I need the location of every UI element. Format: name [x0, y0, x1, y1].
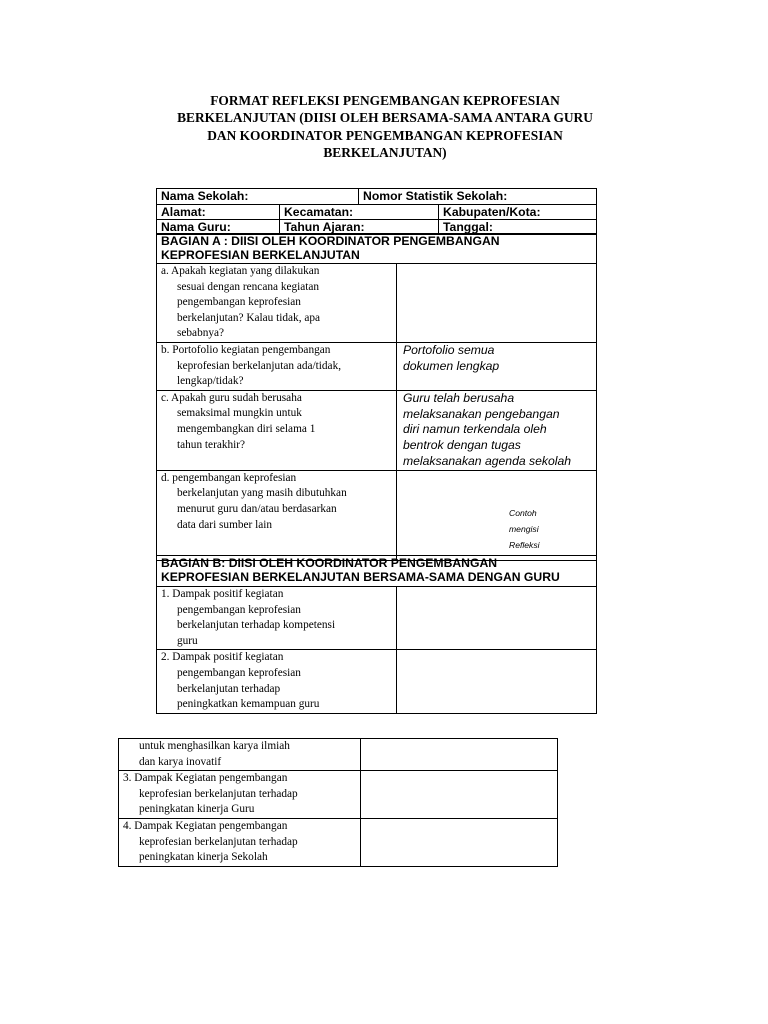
- question-text: menurut guru dan/atau berdasarkan: [177, 502, 337, 515]
- question-text: keprofesian berkelanjutan ada/tidak,: [177, 359, 342, 372]
- title-line: DAN KOORDINATOR PENGEMBANGAN KEPROFESIAN: [207, 127, 563, 143]
- section-heading: KEPROFESIAN BERKELANJUTAN BERSAMA-SAMA DENGAN GURU: [161, 570, 560, 584]
- tanggal-field[interactable]: Tanggal:: [439, 220, 597, 235]
- kabupaten-field[interactable]: Kabupaten/Kota:: [439, 205, 597, 220]
- question-text: guru: [177, 634, 198, 647]
- question-text: pengembangan keprofesian: [177, 603, 301, 616]
- answer-c[interactable]: [397, 390, 597, 470]
- answer-text: dokumen lengkap: [403, 358, 500, 373]
- sample-note: [509, 505, 540, 553]
- sample-note-line: Refleksi: [509, 540, 540, 550]
- identity-table: [156, 188, 597, 235]
- bagian-b-table: [156, 555, 597, 714]
- question-text: berkelanjutan terhadap: [177, 682, 281, 695]
- question-b: [157, 343, 397, 391]
- question-1: [157, 587, 397, 650]
- question-text: berkelanjutan terhadap kompetensi: [177, 619, 336, 632]
- answer-1[interactable]: [397, 587, 597, 650]
- question-text: c. Apakah guru sudah berusaha: [161, 391, 302, 404]
- question-text: peningkatan kinerja Sekolah: [139, 851, 268, 864]
- document-title: [150, 92, 620, 161]
- question-text: data dari sumber lain: [177, 518, 273, 531]
- question-text: d. pengembangan keprofesian: [161, 471, 297, 484]
- question-text: a. Apakah kegiatan yang dilakukan: [161, 265, 320, 277]
- question-c: [157, 390, 397, 470]
- bagian-a-header: [157, 234, 597, 264]
- answer-3[interactable]: [361, 771, 558, 819]
- continuation-table: [118, 738, 558, 867]
- question-text: mengembangkan diri selama 1: [177, 422, 316, 435]
- question-text: sebabnya?: [177, 327, 225, 340]
- question-d: [157, 470, 397, 560]
- sample-note-line: Contoh: [509, 508, 537, 518]
- question-3: [119, 771, 361, 819]
- question-text: peningkatan kinerja Guru: [139, 803, 255, 816]
- question-text: b. Portofolio kegiatan pengembangan: [161, 344, 331, 356]
- nama-guru-field[interactable]: Nama Guru:: [157, 220, 280, 235]
- question-text: 3. Dampak Kegiatan pengembangan: [123, 772, 288, 785]
- section-heading: KEPROFESIAN BERKELANJUTAN: [161, 248, 360, 262]
- question-text: semaksimal mungkin untuk: [177, 407, 302, 420]
- question-text: 4. Dampak Kegiatan pengembangan: [123, 819, 288, 832]
- nama-sekolah-field[interactable]: Nama Sekolah:: [157, 189, 359, 205]
- question-text: tahun terakhir?: [177, 438, 246, 451]
- section-heading: BAGIAN B: DIISI OLEH KOORDINATOR PENGEMBANGAN: [161, 556, 498, 570]
- section-heading: BAGIAN A : DIISI OLEH KOORDINATOR PENGEMBANGAN: [161, 234, 500, 248]
- question-2: [157, 650, 397, 713]
- question-text: 2. Dampak positif kegiatan: [161, 651, 284, 664]
- nomor-statistik-field[interactable]: Nomor Statistik Sekolah:: [359, 189, 597, 205]
- title-line: FORMAT REFLEKSI PENGEMBANGAN KEPROFESIAN: [210, 93, 560, 108]
- answer-text: bentrok dengan tugas: [403, 438, 521, 453]
- question-text: sesuai dengan rencana kegiatan: [177, 280, 320, 293]
- answer-text: melaksanakan agenda sekolah: [403, 453, 572, 468]
- question-text: lengkap/tidak?: [177, 375, 244, 388]
- answer-text: melaksanakan pengebangan: [403, 406, 560, 421]
- answer-text: Portofolio semua: [403, 343, 495, 357]
- question-text: 1. Dampak positif kegiatan: [161, 588, 284, 600]
- answer-text: diri namun terkendala oleh: [403, 422, 547, 437]
- sample-note-line: mengisi: [509, 524, 539, 534]
- question-text: keprofesian berkelanjutan terhadap: [139, 787, 298, 800]
- question-text: untuk menghasilkan karya ilmiah: [139, 740, 290, 752]
- tahun-ajaran-field[interactable]: Tahun Ajaran:: [280, 220, 439, 235]
- answer-text: Guru telah berusaha: [403, 390, 515, 405]
- question-2-continued: [119, 739, 361, 771]
- question-text: pengembangan keprofesian: [177, 666, 301, 679]
- title-line: BERKELANJUTAN (DIISI OLEH BERSAMA-SAMA ANTARA GURU: [177, 110, 593, 126]
- answer-2[interactable]: [397, 650, 597, 713]
- question-text: berkelanjutan yang masih dibutuhkan: [177, 487, 347, 500]
- kecamatan-field[interactable]: Kecamatan:: [280, 205, 439, 220]
- alamat-field[interactable]: Alamat:: [157, 205, 280, 220]
- answer-a[interactable]: [397, 264, 597, 343]
- question-text: berkelanjutan? Kalau tidak, apa: [177, 311, 321, 324]
- question-text: peningkatkan kemampuan guru: [177, 698, 320, 711]
- question-text: dan karya inovatif: [139, 755, 222, 768]
- bagian-b-header: [157, 556, 597, 587]
- question-a: [157, 264, 397, 343]
- answer-b[interactable]: [397, 343, 597, 391]
- title-line: BERKELANJUTAN): [323, 144, 447, 160]
- question-4: [119, 818, 361, 866]
- question-text: pengembangan keprofesian: [177, 296, 301, 309]
- answer-4[interactable]: [361, 818, 558, 866]
- answer-2-continued[interactable]: [361, 739, 558, 771]
- answer-d[interactable]: [397, 470, 597, 560]
- question-text: keprofesian berkelanjutan terhadap: [139, 835, 298, 848]
